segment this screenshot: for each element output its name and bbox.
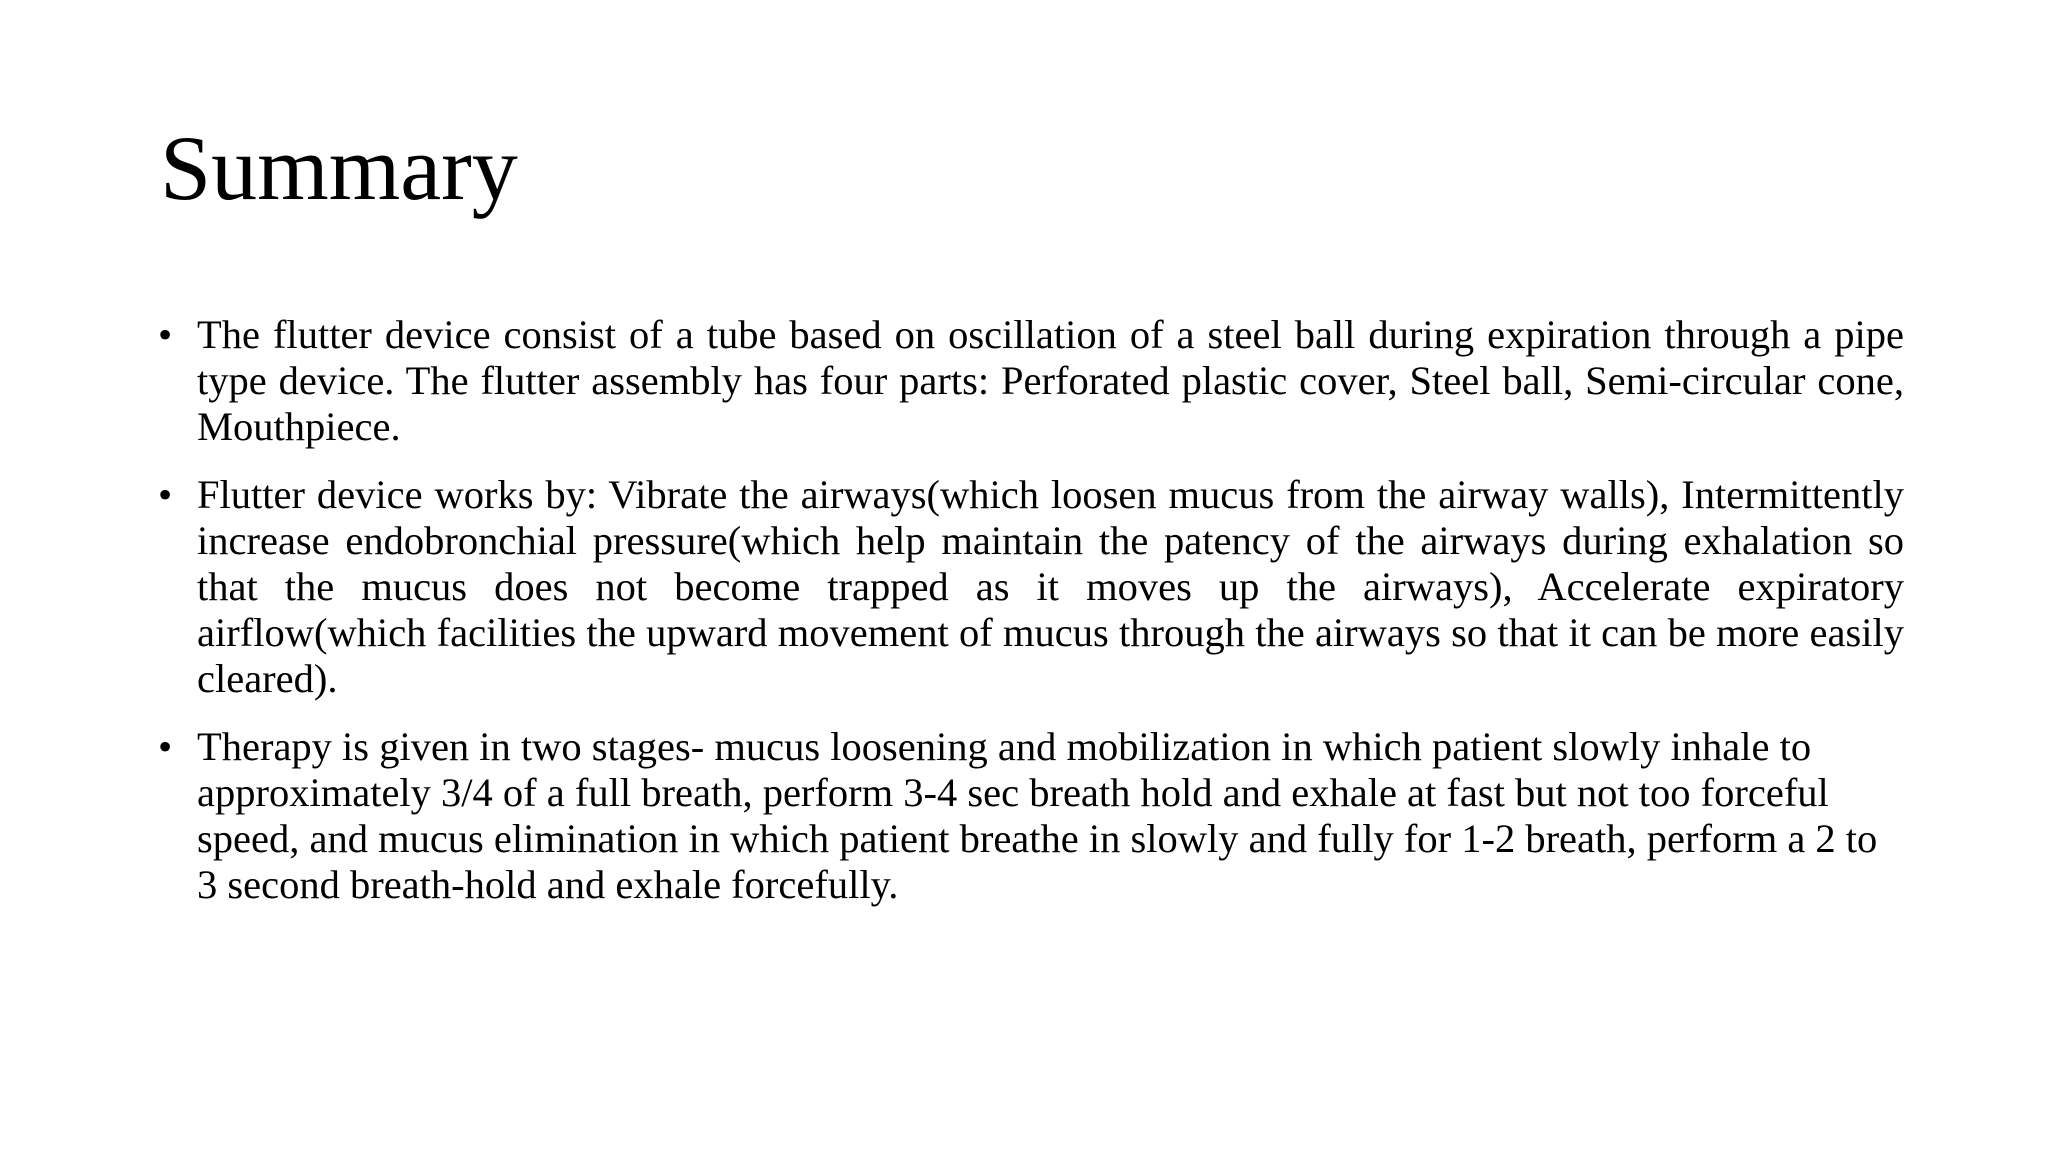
bullet-text: The flutter device consist of a tube based on oscillation of a steel ball during expiration through a pipe type device. The flutter assembly has four parts: Perforated plastic cover, Steel ball, Semi-circular cone, Mouthpiece. bbox=[197, 312, 1904, 449]
bullet-list bbox=[158, 312, 1904, 930]
bullet-item bbox=[158, 312, 1904, 450]
bullet-item bbox=[158, 724, 1904, 908]
bullet-marker: • bbox=[158, 472, 173, 517]
bullet-text: Flutter device works by: Vibrate the airways(which loosen mucus from the airway walls), Intermittently increase endobronchial pressure(which help maintain the patency of the airways during exhalation so that the mucus does not become trapped as it moves up the airways), Accelerate expiratory airflow(which facilities the upward movement of mucus through the airways so that it can be more easily cleared). bbox=[197, 472, 1904, 701]
bullet-marker: • bbox=[158, 312, 173, 357]
bullet-marker: • bbox=[158, 724, 173, 769]
bullet-text: Therapy is given in two stages- mucus loosening and mobilization in which patient slowly inhale to approximately 3/4 of a full breath, perform 3-4 sec breath hold and exhale at fast but not too forceful speed, and mucus elimination in which patient breathe in slowly and fully for 1-2 breath, perform a 2 to 3 second breath-hold and exhale forcefully. bbox=[197, 724, 1878, 907]
slide-title: Summary bbox=[160, 117, 518, 219]
bullet-item bbox=[158, 472, 1904, 702]
